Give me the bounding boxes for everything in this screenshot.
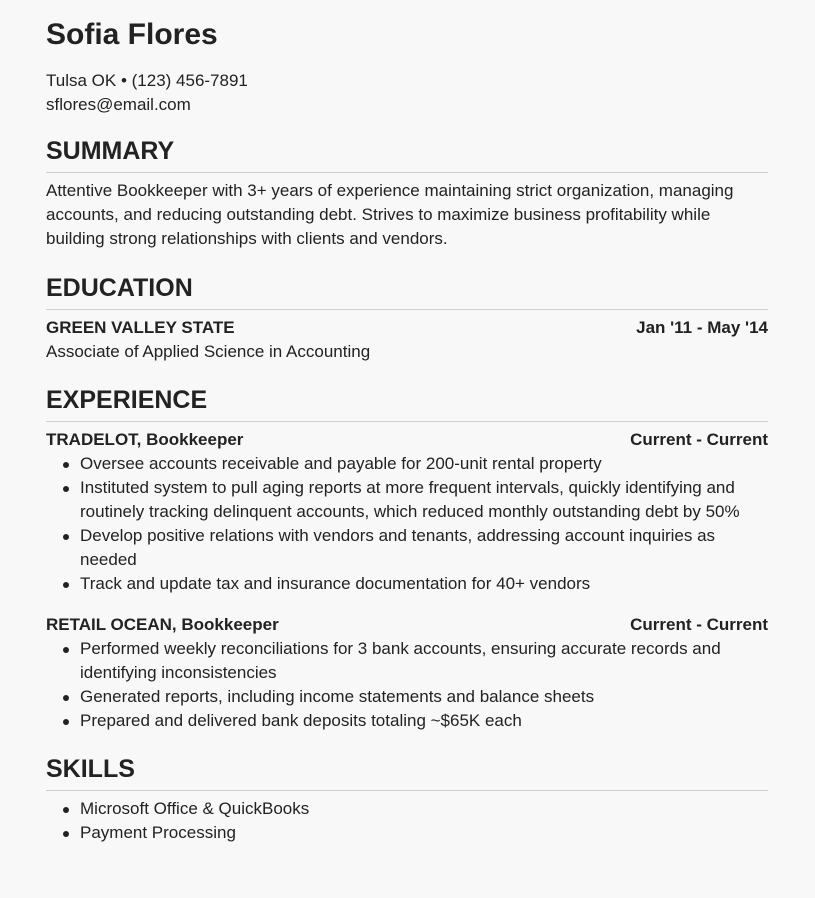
bullet-text: Develop positive relations with vendors and tenants, addressing account inquiries as needed [80,525,716,569]
job-header [46,428,768,452]
bullet-dot-icon [63,647,69,653]
list-item [46,452,768,476]
list-item [46,637,768,685]
section-title-education: EDUCATION [46,273,193,302]
section-divider [46,309,768,310]
skills-section [46,754,768,845]
bullet-text: Performed weekly reconciliations for 3 bank accounts, ensuring accurate records and identifying inconsistencies [80,638,721,682]
job-dates: Current - Current [630,614,768,634]
section-divider [46,421,768,422]
bullet-dot-icon [63,831,69,837]
section-title-summary: SUMMARY [46,137,175,165]
summary-section [46,136,768,252]
list-item [46,572,768,596]
skills-list [46,797,768,845]
section-divider [46,790,768,791]
location-phone: Tulsa OK • (123) 456-7891 [46,71,248,90]
bullet-text: Prepared and delivered bank deposits totaling ~$65K each [80,710,522,730]
bullet-dot-icon [63,582,69,588]
candidate-name: Sofia Flores [46,18,218,51]
bullet-dot-icon [63,695,69,701]
bullet-text: Instituted system to pull aging reports at more frequent intervals, quickly identifying and routinely tracking delinquent accounts, which reduced monthly outstanding debt by 50% [80,477,740,521]
list-item [46,524,768,572]
bullet-dot-icon [63,719,69,725]
job-title: TRADELOT, Bookkeeper [46,429,244,449]
education-entry-header [46,316,768,340]
education-section [46,273,768,364]
list-item [46,709,768,733]
education-dates: Jan '11 - May '14 [636,317,768,337]
list-item [46,476,768,524]
section-divider [46,172,768,173]
section-title-skills: SKILLS [46,754,135,783]
bullet-dot-icon [63,807,69,813]
skill-text: Microsoft Office & QuickBooks [80,798,310,818]
job-bullets [46,637,768,733]
bullet-text: Generated reports, including income statements and balance sheets [80,686,595,706]
skill-text: Payment Processing [80,822,236,842]
email-address: sflores@email.com [46,95,191,114]
degree: Associate of Applied Science in Accounting [46,341,371,361]
list-item [46,797,768,821]
section-title-experience: EXPERIENCE [46,385,208,414]
job-dates: Current - Current [630,429,768,449]
bullet-dot-icon [63,534,69,540]
job-entry-tradelot [46,428,768,596]
summary-text: Attentive Bookkeeper with 3+ years of experience maintaining strict organization, managing accounts, and reducing outstanding debt. Strives to maximize business profitability while building strong relationships with clients and vendors. [46,181,734,249]
bullet-text: Track and update tax and insurance documentation for 40+ vendors [80,573,591,593]
bullet-dot-icon [63,462,69,468]
bullet-text: Oversee accounts receivable and payable for 200-unit rental property [80,453,602,473]
list-item [46,821,768,845]
list-item [46,685,768,709]
school-name: GREEN VALLEY STATE [46,317,235,337]
job-title: RETAIL OCEAN, Bookkeeper [46,614,279,634]
job-header [46,613,768,637]
job-bullets [46,452,768,596]
bullet-dot-icon [63,486,69,492]
job-entry-retail-ocean [46,613,768,733]
contact-block [46,69,768,117]
experience-section [46,385,768,733]
